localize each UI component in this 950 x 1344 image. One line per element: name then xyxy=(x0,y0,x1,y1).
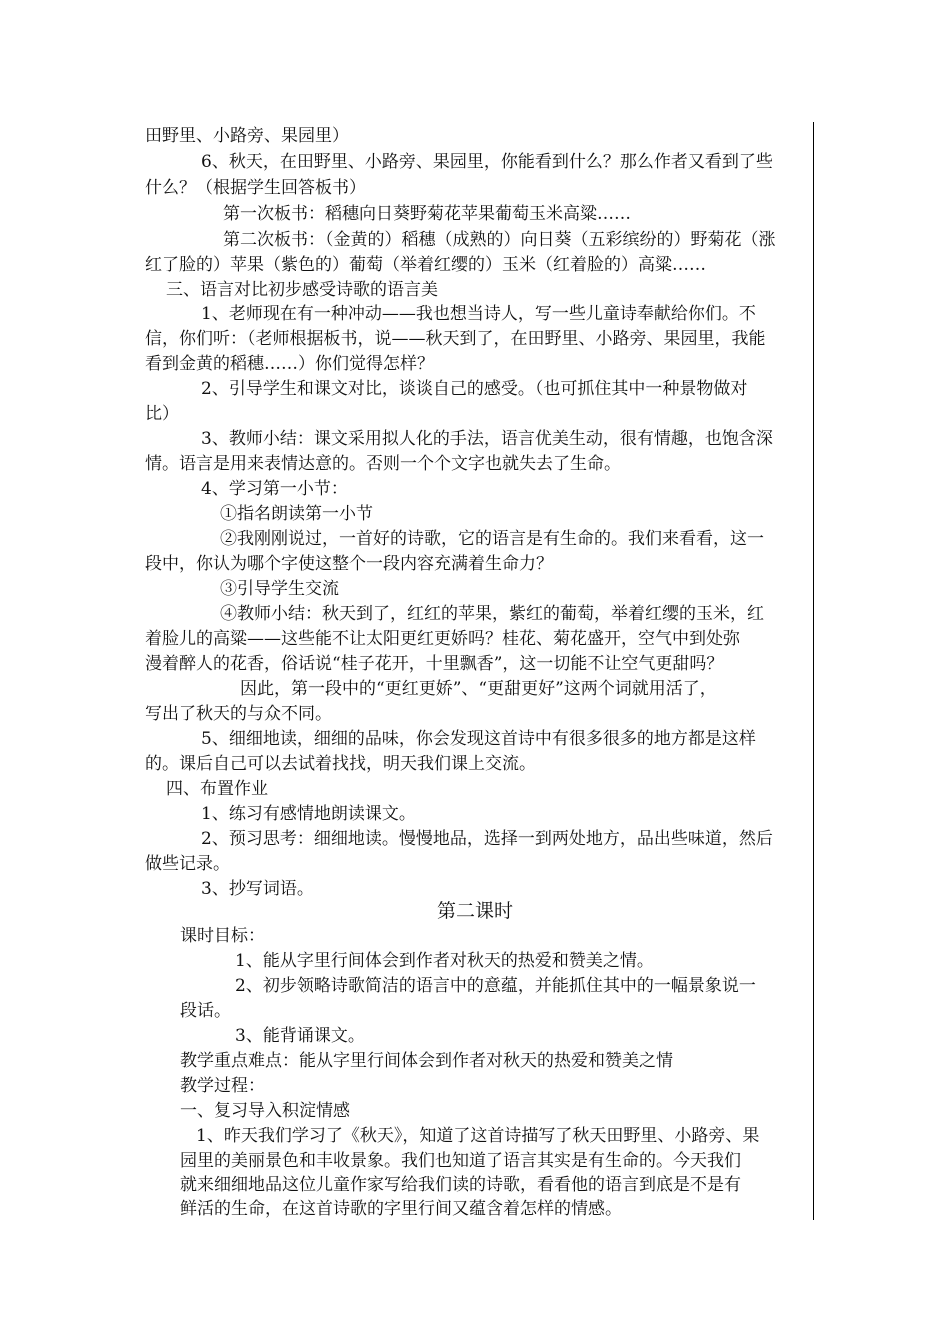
lesson-title: 第二课时 xyxy=(436,900,513,922)
text-line: 段中，你认为哪个字使这整个一段内容充满着生命力？ xyxy=(145,554,553,574)
text-line: 2、引导学生和课文对比，谈谈自己的感受。（也可抓住其中一种景物做对 xyxy=(201,379,748,399)
text-line: ③引导学生交流 xyxy=(220,579,339,599)
text-line: 情。语言是用来表情达意的。否则一个个文字也就失去了生命。 xyxy=(145,454,621,474)
text-line: ①指名朗读第一小节 xyxy=(220,504,373,524)
text-line: 信，你们听：（老师根据板书，说——秋天到了，在田野里、小路旁、果园里，我能 xyxy=(145,329,766,349)
text-line: ②我刚刚说过，一首好的诗歌，它的语言是有生命的。我们来看看，这一 xyxy=(220,529,764,549)
text-line: 田野里、小路旁、果园里） xyxy=(145,126,349,146)
text-line: 因此，第一段中的“更红更娇”、“更甜更好”这两个词就用活了， xyxy=(240,679,717,699)
section-heading: 一、复习导入积淀情感 xyxy=(180,1101,350,1121)
text-line: 教学重点难点：能从字里行间体会到作者对秋天的热爱和赞美之情 xyxy=(180,1051,673,1071)
text-line: 1、练习有感情地朗读课文。 xyxy=(201,804,416,824)
section-heading: 三、语言对比初步感受诗歌的语言美 xyxy=(166,280,438,300)
text-line: 2、预习思考：细细地读。慢慢地品，选择一到两处地方，品出些味道，然后 xyxy=(201,829,773,849)
text-line: 园里的美丽景色和丰收景象。我们也知道了语言其实是有生命的。今天我们 xyxy=(180,1151,741,1171)
text-line: 写出了秋天的与众不同。 xyxy=(145,704,332,724)
text-line: 3、教师小结：课文采用拟人化的手法，语言优美生动，很有情趣，也饱含深 xyxy=(201,429,773,449)
text-line: 比） xyxy=(145,404,179,424)
text-line: 的。课后自己可以去试着找找，明天我们课上交流。 xyxy=(145,754,536,774)
text-line: 4、学习第一小节： xyxy=(201,479,348,499)
text-line: 就来细细地品这位儿童作家写给我们读的诗歌，看看他的语言到底是不是有 xyxy=(180,1175,741,1195)
text-line: 1、能从字里行间体会到作者对秋天的热爱和赞美之情。 xyxy=(235,951,654,971)
text-line: 1、老师现在有一种冲动——我也想当诗人，写一些儿童诗奉献给你们。不 xyxy=(201,304,756,324)
text-line: 段话。 xyxy=(180,1001,231,1021)
text-line: 什么？（根据学生回答板书） xyxy=(145,178,366,198)
table-right-border xyxy=(813,122,814,1220)
text-line: 1、昨天我们学习了《秋天》，知道了这首诗描写了秋天田野里、小路旁、果 xyxy=(196,1126,760,1146)
text-line: 看到金黄的稻穗……）你们觉得怎样？ xyxy=(145,354,434,374)
text-line: 2、初步领略诗歌简洁的语言中的意蕴，并能抓住其中的一幅景象说一 xyxy=(235,976,756,996)
text-line: ④教师小结：秋天到了，红红的苹果，紫红的葡萄，举着红缨的玉米，红 xyxy=(220,604,764,624)
text-line: 红了脸的）苹果（紫色的）葡萄（举着红缨的）玉米（红着脸的）高粱…… xyxy=(145,255,706,275)
text-line: 6、秋天，在田野里、小路旁、果园里，你能看到什么？那么作者又看到了些 xyxy=(201,152,773,172)
text-line: 3、抄写词语。 xyxy=(201,879,314,899)
section-heading: 四、布置作业 xyxy=(166,779,268,799)
text-line: 课时目标： xyxy=(180,926,265,946)
text-line: 第二次板书：（金黄的）稻穗（成熟的）向日葵（五彩缤纷的）野菊花（涨 xyxy=(223,230,776,250)
text-line: 做些记录。 xyxy=(145,854,230,874)
text-line: 着脸儿的高粱——这些能不让太阳更红更娇吗？桂花、菊花盛开，空气中到处弥 xyxy=(145,629,740,649)
text-line: 第一次板书：稻穗向日葵野菊花苹果葡萄玉米高粱…… xyxy=(223,204,631,224)
text-line: 鲜活的生命，在这首诗歌的字里行间又蕴含着怎样的情感。 xyxy=(180,1199,622,1219)
text-line: 教学过程： xyxy=(180,1076,265,1096)
text-line: 5、细细地读，细细的品味，你会发现这首诗中有很多很多的地方都是这样 xyxy=(201,729,756,749)
text-line: 漫着醉人的花香，俗话说“桂子花开，十里飘香”，这一切能不让空气更甜吗？ xyxy=(145,654,724,674)
text-line: 3、能背诵课文。 xyxy=(235,1026,365,1046)
